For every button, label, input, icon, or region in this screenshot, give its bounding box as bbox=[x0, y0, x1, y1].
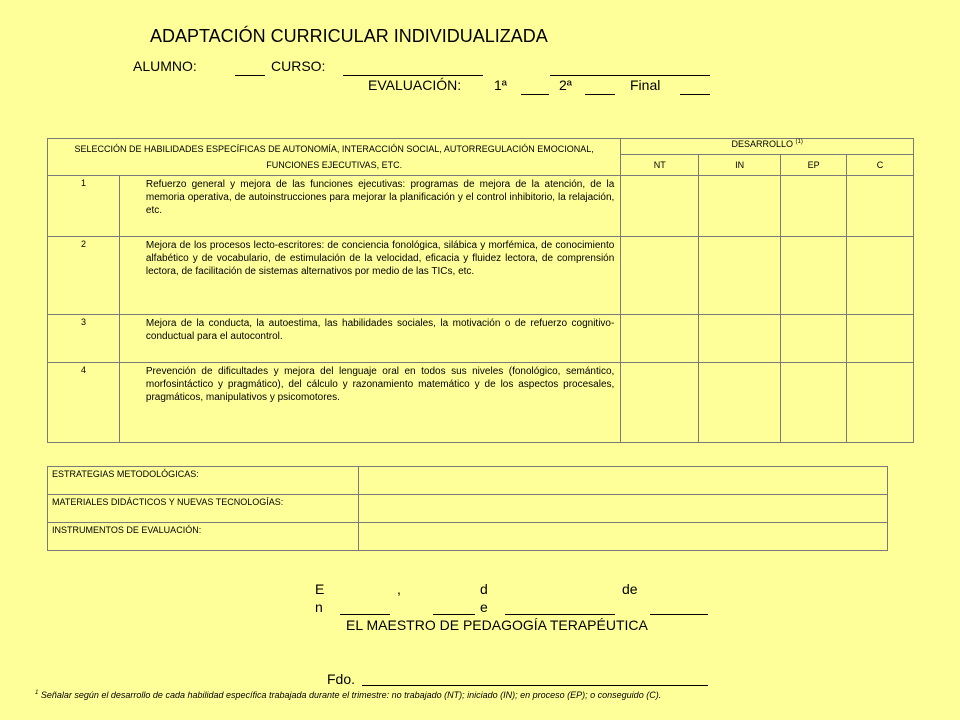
row-number: 4 bbox=[48, 363, 120, 443]
curso-field-extra[interactable] bbox=[550, 75, 710, 76]
materials-label: MATERIALES DIDÁCTICOS Y NUEVAS TECNOLOGÍAS: bbox=[48, 495, 359, 523]
page-title: ADAPTACIÓN CURRICULAR INDIVIDUALIZADA bbox=[150, 26, 548, 46]
cell-in[interactable] bbox=[699, 237, 781, 315]
row-description: Refuerzo general y mejora de las funciones ejecutivas: programas de mejora de la atención, de la memoria operativa, de autoinstrucciones para mejorar la planificación y el control inhibitorio, la relajación, etc. bbox=[119, 176, 620, 237]
row-number: 2 bbox=[48, 237, 120, 315]
alumno-field[interactable] bbox=[235, 75, 265, 76]
cell-c[interactable] bbox=[847, 315, 914, 363]
table-row bbox=[48, 176, 914, 237]
eval-second-label: 2ª bbox=[559, 77, 572, 93]
cell-nt[interactable] bbox=[621, 237, 699, 315]
year-field[interactable] bbox=[650, 614, 708, 615]
eval-final-label: Final bbox=[630, 77, 661, 93]
cell-in[interactable] bbox=[699, 176, 781, 237]
place-prefix-top: E bbox=[315, 581, 325, 597]
cell-in[interactable] bbox=[699, 363, 781, 443]
cell-c[interactable] bbox=[847, 176, 914, 237]
selection-header: SELECCIÓN DE HABILIDADES ESPECÍFICAS DE AUTONOMÍA, INTERACCIÓN SOCIAL, AUTORREGULACIÓN EMOCIONAL, FUNCIONES EJECUTIVAS, ETC. bbox=[48, 139, 621, 176]
month-field[interactable] bbox=[505, 614, 615, 615]
cell-ep[interactable] bbox=[781, 363, 847, 443]
footnote-text: Señalar según el desarrollo de cada habilidad específica trabajada durante el trimestre: no trabajado (NT); iniciado (IN); en proceso (EP); o conseguido (C). bbox=[40, 690, 662, 700]
cell-nt[interactable] bbox=[621, 176, 699, 237]
development-footnote-mark: (1) bbox=[795, 139, 803, 145]
row-number: 1 bbox=[48, 176, 120, 237]
comma-text: , bbox=[397, 581, 401, 597]
table-row bbox=[48, 315, 914, 363]
cell-nt[interactable] bbox=[621, 315, 699, 363]
cell-c[interactable] bbox=[847, 363, 914, 443]
col-header-c: C bbox=[847, 155, 914, 176]
de-text-bottom: e bbox=[480, 599, 488, 615]
cell-nt[interactable] bbox=[621, 363, 699, 443]
row-description: Mejora de los procesos lecto-escritores: de conciencia fonológica, silábica y morfémica, de conocimiento alfabético y de vocabulario, de estimulación de la velocidad, eficacia y fluidez lectora, de comprensión lectora, de facilitación de sistemas alternativos por medio de las TICs, etc. bbox=[119, 237, 620, 315]
place-field[interactable] bbox=[340, 614, 390, 615]
table-row bbox=[48, 363, 914, 443]
cell-c[interactable] bbox=[847, 237, 914, 315]
skills-table bbox=[47, 138, 914, 443]
cell-ep[interactable] bbox=[781, 237, 847, 315]
table-row bbox=[48, 237, 914, 315]
strategies-field[interactable] bbox=[358, 467, 887, 495]
row-description: Prevención de dificultades y mejora del lenguaje oral en todos sus niveles (fonológico, semántico, morfosintáctico y pragmático), del cálculo y razonamiento matemático y de los aspectos procesales, pragmáticos, manipulativos y psicomotores. bbox=[119, 363, 620, 443]
row-number: 3 bbox=[48, 315, 120, 363]
cell-ep[interactable] bbox=[781, 176, 847, 237]
de-text-2: de bbox=[622, 581, 638, 597]
eval-second-field[interactable] bbox=[585, 94, 615, 95]
development-header: DESARROLLO $^{(1)}$ bbox=[621, 139, 914, 155]
teacher-role: EL MAESTRO DE PEDAGOGÍA TERAPÉUTICA bbox=[346, 617, 648, 633]
eval-final-field[interactable] bbox=[680, 94, 710, 95]
curso-field[interactable] bbox=[343, 75, 483, 76]
evaluacion-label: EVALUACIÓN: bbox=[368, 77, 462, 93]
cell-in[interactable] bbox=[699, 315, 781, 363]
strategies-label: ESTRATEGIAS METODOLÓGICAS: bbox=[48, 467, 359, 495]
col-header-in: IN bbox=[699, 155, 781, 176]
eval-first-label: 1ª bbox=[494, 77, 507, 93]
col-header-nt: NT bbox=[621, 155, 699, 176]
materials-field[interactable] bbox=[358, 495, 887, 523]
row-description: Mejora de la conducta, la autoestima, las habilidades sociales, la motivación o de refuerzo cognitivo-conductual para el autocontrol. bbox=[119, 315, 620, 363]
instruments-label: INSTRUMENTOS DE EVALUACIÓN: bbox=[48, 523, 359, 551]
de-text-top: d bbox=[480, 581, 488, 597]
curso-label: CURSO: bbox=[271, 58, 326, 74]
signature-label: Fdo. bbox=[327, 671, 356, 687]
day-field[interactable] bbox=[433, 614, 475, 615]
place-prefix-bottom: n bbox=[315, 599, 323, 615]
alumno-label: ALUMNO: bbox=[133, 58, 197, 74]
footnote-mark: 1 bbox=[35, 690, 39, 696]
strategies-table bbox=[47, 466, 888, 551]
cell-ep[interactable] bbox=[781, 315, 847, 363]
instruments-field[interactable] bbox=[358, 523, 887, 551]
signature-field[interactable] bbox=[362, 685, 708, 686]
footnote bbox=[35, 690, 661, 700]
eval-first-field[interactable] bbox=[521, 94, 549, 95]
col-header-ep: EP bbox=[781, 155, 847, 176]
